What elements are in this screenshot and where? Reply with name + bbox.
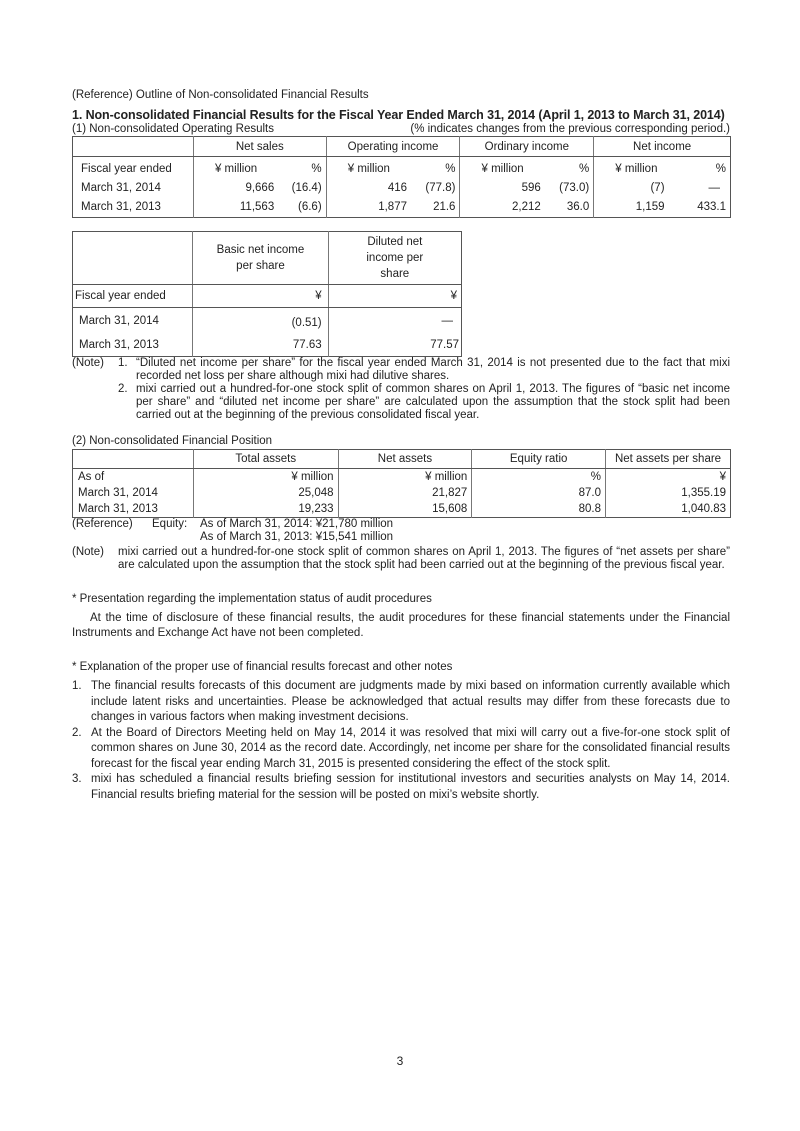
value-cell: 416 [326,179,411,198]
row-label: March 31, 2014 [78,486,158,499]
column-header: Operating income [326,137,460,157]
column-header: Ordinary income [460,137,594,157]
column-header: Net sales [193,137,326,157]
unit-cell: ¥ [606,469,731,486]
table-header-row [73,137,731,157]
per-share-notes [72,357,730,422]
empty-header-cell [73,232,193,285]
unit-cell: ¥ million [460,157,545,180]
reference-heading: (Reference) Outline of Non-consolidated Financial Results [72,89,369,101]
unit-cell: ¥ [328,285,461,308]
table-row [73,334,462,357]
unit-cell: % [472,469,606,486]
value-cell: 1,355.19 [606,485,731,501]
value-cell: 77.57 [328,334,461,357]
row-label: March 31, 2014 [81,182,161,194]
unit-cell: % [715,163,726,175]
list-item [72,726,730,773]
value-cell: — [708,182,720,194]
list-number: 1. [72,680,82,692]
value-cell: (7) [594,179,679,198]
note-item [72,357,730,383]
value-cell: (73.0) [559,182,590,194]
forecast-notes-heading: * Explanation of the proper use of financial results forecast and other notes [72,661,453,673]
value-cell: 1,159 [594,198,679,218]
pct-change-note: (% indicates changes from the previous corresponding period.) [410,123,730,135]
equity-line: As of March 31, 2013: ¥15,541 million [200,531,394,543]
value-cell: — [328,308,461,335]
row-label: March 31, 2014 [79,315,159,327]
units-row [73,285,462,308]
unit-cell: ¥ million [326,157,411,180]
note-number: 1. [118,357,128,369]
unit-cell: ¥ million [338,469,472,486]
row-label-header: Fiscal year ended [73,285,193,308]
value-cell: (0.51) [193,308,328,335]
column-header: Total assets [193,450,338,469]
list-text: mixi has scheduled a financial results briefing session for institutional investors and securities analysts on May 14, 2014. Financial results briefing material for the session will be posted on mixi’s website shortly. [91,773,730,801]
per-share-table [72,231,462,357]
value-cell: 433.1 [697,201,726,213]
table-row [73,501,731,518]
column-header: Equity ratio [472,450,606,469]
value-cell: 19,233 [193,501,338,518]
equity-reference [72,518,730,544]
empty-header-cell [73,137,194,157]
unit-cell: % [445,163,456,175]
column-header: Net assets [338,450,472,469]
equity-label: Equity: [152,518,188,530]
document-page [72,88,730,803]
table-row [73,198,731,218]
operating-results-heading: (1) Non-consolidated Operating Results [72,123,274,135]
list-text: The financial results forecasts of this document are judgments made by mixi based on information currently available which include latent risks and uncertainties. Please be acknowledged that actual results may differ from these forecasts due to changes in various factors when making investment decisions. [91,680,730,723]
value-cell: 2,212 [460,198,545,218]
value-cell: 77.63 [193,334,328,357]
note-text: mixi carried out a hundred-for-one stock split of common shares on April 1, 2013. The figures of “net assets per share” are calculated upon the assumption that the stock split had been carried out at the beginning of the previous fiscal year. [118,546,730,571]
value-cell: 36.0 [566,201,590,213]
column-header: Basic net income per share [193,232,328,285]
value-cell: 21,827 [338,485,472,501]
row-label: March 31, 2013 [81,201,161,213]
list-number: 2. [72,726,82,739]
value-cell: 87.0 [472,485,606,501]
column-header: Net assets per share [606,450,731,469]
value-cell: 9,666 [193,179,278,198]
equity-line: As of March 31, 2014: ¥21,780 million [200,518,394,530]
note-text: “Diluted net income per share” for the fiscal year ended March 31, 2014 is not presented due to the fact that mixi recorded net loss per share although mixi had dilutive shares. [136,357,730,382]
column-header: Net income [594,137,731,157]
list-number: 3. [72,773,82,785]
operating-results-subhead [72,123,730,136]
value-cell: 15,608 [338,501,472,518]
unit-cell: % [578,163,590,175]
value-cell: 21.6 [433,201,456,213]
row-label: March 31, 2013 [79,339,159,351]
note-label: (Note) [72,357,104,369]
forecast-notes-section [72,660,730,803]
list-text: At the Board of Directors Meeting held on May 14, 2014 it was resolved that mixi will carry out a five-for-one stock split of common shares on June 30, 2014 as the record date. Accordingly, net income per share for the consolidated financial results forecast for the fiscal year ending March 31, 2015 is presented considering the effect of the stock split. [91,726,730,770]
unit-cell: % [311,163,322,175]
table-row [73,308,462,335]
unit-cell: ¥ million [193,157,278,180]
table-row [73,485,731,501]
note-item [72,383,730,422]
list-item [72,679,730,726]
table-header-row [73,450,731,469]
row-label: March 31, 2013 [78,502,158,515]
value-cell: 1,877 [326,198,411,218]
value-cell: 80.8 [472,501,606,518]
audit-text: At the time of disclosure of these financial results, the audit procedures for these financial statements under the Financial Instruments and Exchange Act have not been completed. [72,612,730,639]
row-label-header: Fiscal year ended [81,163,172,175]
note-text: mixi carried out a hundred-for-one stock split of common shares on April 1, 2013. The figures of “basic net income per share” and “diluted net income per share” are calculated upon the assumption that the stock split had been carried out at the beginning of the previous consolidated fiscal year. [136,383,730,421]
financial-position-note [72,546,730,572]
list-item [72,772,730,803]
note-number: 2. [118,383,128,395]
section-title: 1. Non-consolidated Financial Results for the Fiscal Year Ended March 31, 2014 (April 1, 2013 to March 31, 2014) [72,108,725,122]
value-cell: 596 [460,179,545,198]
value-cell: (16.4) [291,182,322,194]
column-header: Diluted net income per share [328,232,461,285]
operating-results-table [72,136,731,218]
reference-label: (Reference) [72,518,133,530]
units-row [73,469,731,486]
unit-cell: ¥ million [594,157,679,180]
value-cell: (77.8) [425,182,456,194]
row-label-header: As of [78,470,105,483]
empty-header-cell [73,450,194,469]
value-cell: (6.6) [298,201,322,213]
value-cell: 1,040.83 [606,501,731,518]
table-header-row [73,232,462,285]
audit-heading: * Presentation regarding the implementation status of audit procedures [72,593,432,605]
unit-cell: ¥ million [193,469,338,486]
units-row [73,157,731,180]
unit-cell: ¥ [193,285,328,308]
page-number: 3 [396,1054,404,1068]
value-cell: 25,048 [193,485,338,501]
note-label: (Note) [72,546,104,558]
financial-position-table [72,449,731,518]
table-row [73,179,731,198]
financial-position-heading: (2) Non-consolidated Financial Position [72,435,273,447]
value-cell: 11,563 [193,198,278,218]
audit-section [72,592,730,641]
